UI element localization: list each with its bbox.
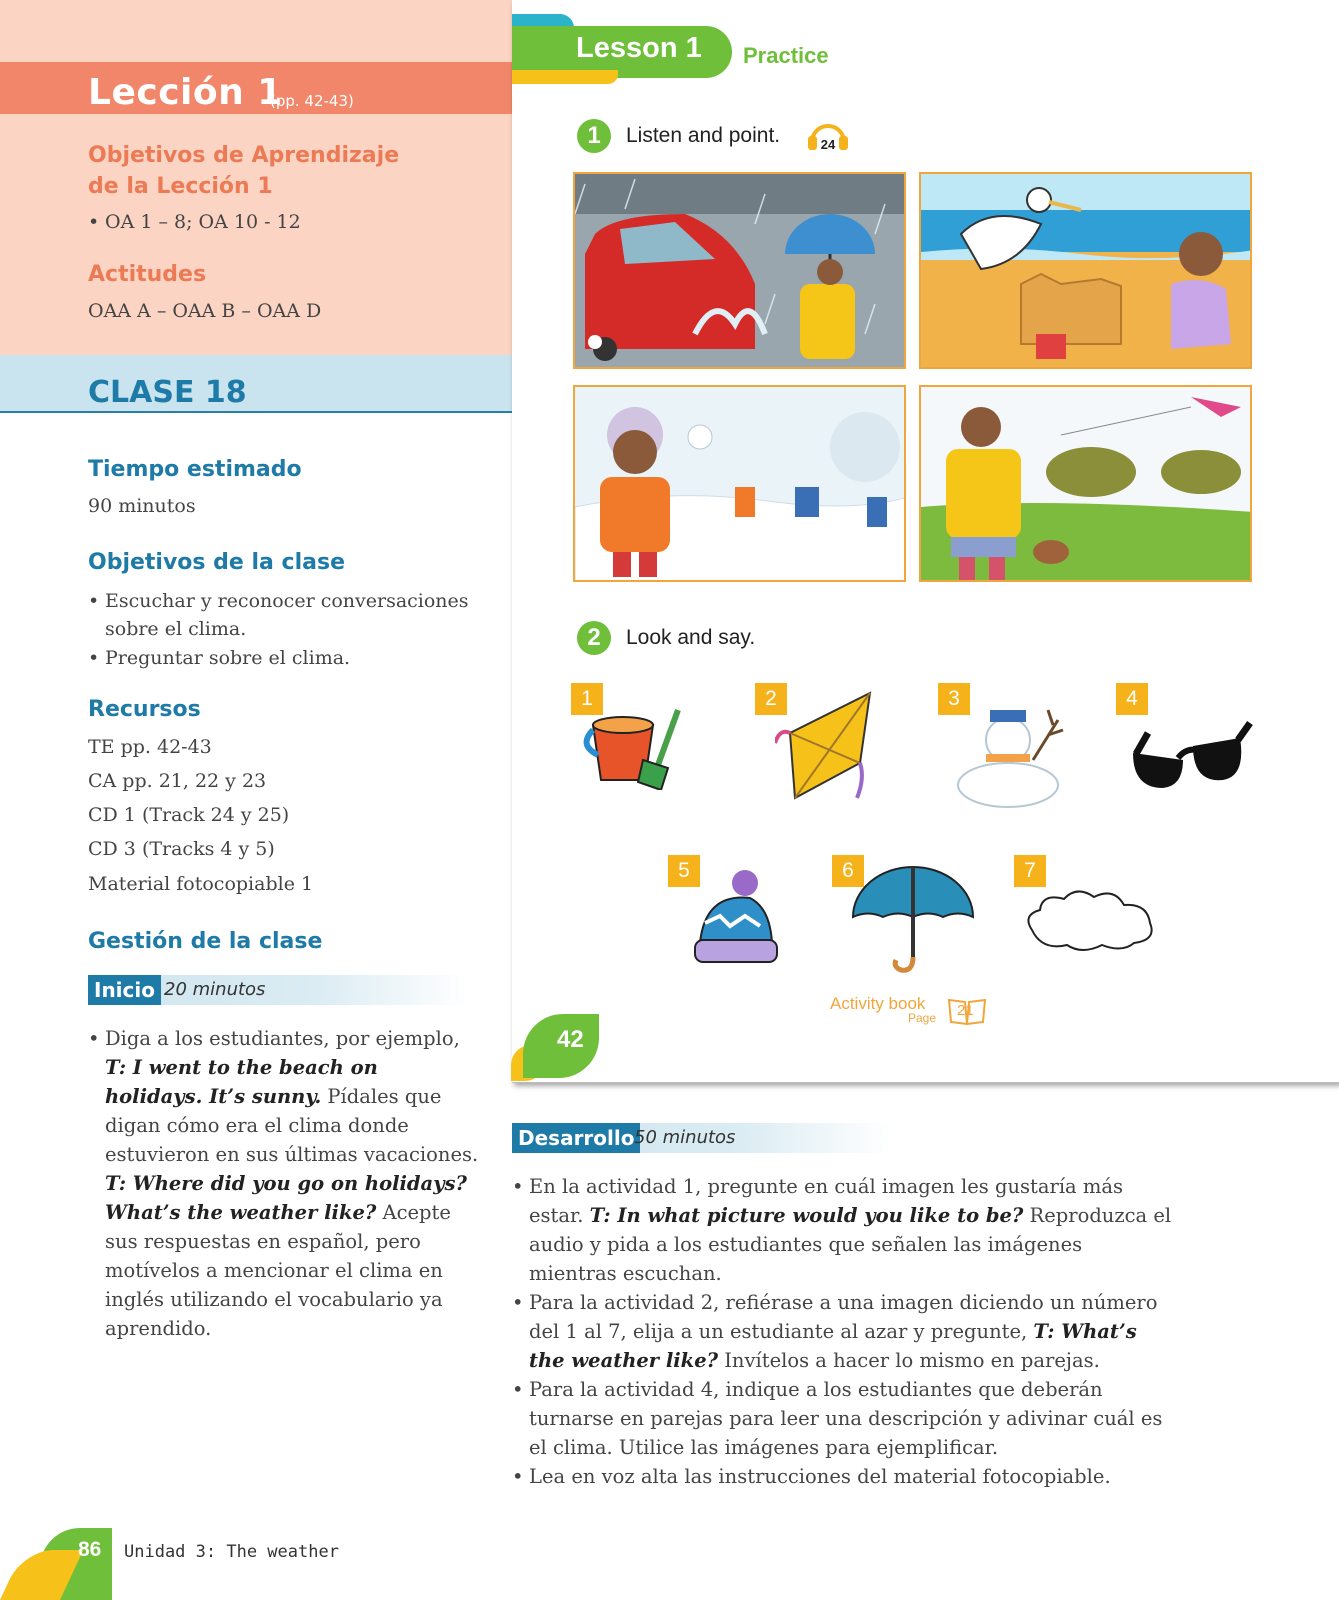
- item-number-badge: 2: [755, 683, 787, 715]
- inicio-label: Inicio: [88, 975, 161, 1005]
- item-number-badge: 7: [1014, 855, 1046, 887]
- recurso-item: TE pp. 42-43: [88, 736, 212, 758]
- svg-text:24: 24: [820, 137, 836, 152]
- lesson-tab-label: Lesson 1: [576, 32, 702, 64]
- tab-decoration: [512, 70, 618, 84]
- scene-windy[interactable]: [919, 385, 1252, 582]
- umbrella-icon[interactable]: [848, 862, 978, 981]
- scene-rainy[interactable]: [573, 172, 906, 369]
- recurso-item: CD 3 (Tracks 4 y 5): [88, 838, 275, 860]
- inicio-bar: [88, 975, 468, 1005]
- lesson-pages: (pp. 42-43): [270, 92, 354, 110]
- gestion-heading: Gestión de la clase: [88, 929, 323, 954]
- item-number-badge: 4: [1116, 683, 1148, 715]
- recurso-item: CD 1 (Track 24 y 25): [88, 804, 290, 826]
- footer-page-number: 86: [78, 1538, 102, 1561]
- item-number-badge: 1: [571, 683, 603, 715]
- recurso-item: Material fotocopiable 1: [88, 873, 314, 895]
- tiempo-text: 90 minutos: [88, 495, 196, 517]
- scene-sunny-beach[interactable]: [919, 172, 1252, 369]
- tiempo-heading: Tiempo estimado: [88, 457, 302, 482]
- objetivos-aprendizaje-heading-1: Objetivos de Aprendizaje: [88, 143, 400, 168]
- snowman-icon[interactable]: [948, 700, 1078, 814]
- objetivo-item: • Preguntar sobre el clima.: [88, 647, 351, 669]
- practice-label: Practice: [743, 43, 829, 68]
- activity-2-instruction: Look and say.: [626, 626, 756, 649]
- desarrollo-label: Desarrollo: [512, 1123, 640, 1153]
- list-item: • Para la actividad 4, indique a los estudiantes que deberán turnarse en parejas para leer una descripción y adivinar cuál es el clima. Utilice las imágenes para ejemplificar.: [512, 1378, 1163, 1459]
- bucket-and-spade-icon[interactable]: [583, 700, 703, 794]
- cloud-icon[interactable]: [1022, 885, 1157, 959]
- desarrollo-time: 50 minutos: [634, 1127, 736, 1148]
- clase-title: CLASE 18: [88, 375, 247, 410]
- student-page-number: 42: [557, 1026, 584, 1053]
- clase-band: [0, 355, 512, 413]
- activity-book-page-label: Page: [908, 1011, 937, 1025]
- scene-snowy[interactable]: [573, 385, 906, 582]
- desarrollo-list: [512, 1172, 1172, 1491]
- actitudes-heading: Actitudes: [88, 262, 207, 287]
- item-number-badge: 5: [668, 855, 700, 887]
- list-item: • Para la actividad 2, refiérase a una imagen diciendo un número del 1 al 7, elija a un estudiante al azar y pregunte, T: What’s the weather like? Invítelos a hacer lo mismo en parejas.: [512, 1291, 1158, 1372]
- recursos-heading: Recursos: [88, 697, 201, 722]
- inicio-paragraph: • Diga a los estudiantes, por ejemplo, T: I went to the beach on holidays. It’s sunny. Pídales que digan cómo era el clima donde estuvieron en sus últimas vacaciones. T: Where did you go on holidays? What’s the weather like? Acepte sus respuestas en español, pero motívelos a mencionar el clima en inglés utilizando el vocabulario ya aprendido.: [88, 1027, 479, 1340]
- activity-book-label: Activity book: [830, 994, 926, 1013]
- objetivo-item: • Escuchar y reconocer conversaciones: [88, 590, 469, 612]
- desarrollo-bar: [512, 1123, 892, 1153]
- headphones-icon: [806, 120, 850, 152]
- lesson-title: Lección 1: [88, 72, 283, 113]
- actitudes-text: OAA A – OAA B – OAA D: [88, 300, 322, 322]
- sunglasses-icon[interactable]: [1128, 718, 1253, 802]
- list-item: • En la actividad 1, pregunte en cuál imagen les gustaría más estar. T: In what picture would you like to be? Reproduzca el audio y pida a los estudiantes que señalen las imágenes mientras escuchan.: [512, 1175, 1172, 1285]
- kite-icon[interactable]: [775, 688, 885, 812]
- item-number-badge: 6: [832, 855, 864, 887]
- list-item: • Lea en voz alta las instrucciones del material fotocopiable.: [512, 1465, 1111, 1488]
- recurso-item: CA pp. 21, 22 y 23: [88, 770, 267, 792]
- activity-1-number: 1: [577, 119, 611, 153]
- objetivos-clase-heading: Objetivos de la clase: [88, 550, 345, 575]
- activity-book-page-number: 21: [957, 1002, 974, 1019]
- objetivo-item-cont: sobre el clima.: [105, 618, 247, 640]
- oa-item: • OA 1 – 8; OA 10 - 12: [88, 211, 301, 233]
- activity-1-instruction: Listen and point.: [626, 124, 781, 147]
- footer-unit-title: Unidad 3: The weather: [124, 1542, 339, 1562]
- woolly-hat-icon[interactable]: [690, 868, 780, 972]
- item-number-badge: 3: [938, 683, 970, 715]
- activity-2-number: 2: [577, 621, 611, 655]
- objetivos-aprendizaje-heading-2: de la Lección 1: [88, 174, 273, 199]
- inicio-time: 20 minutos: [164, 979, 266, 1000]
